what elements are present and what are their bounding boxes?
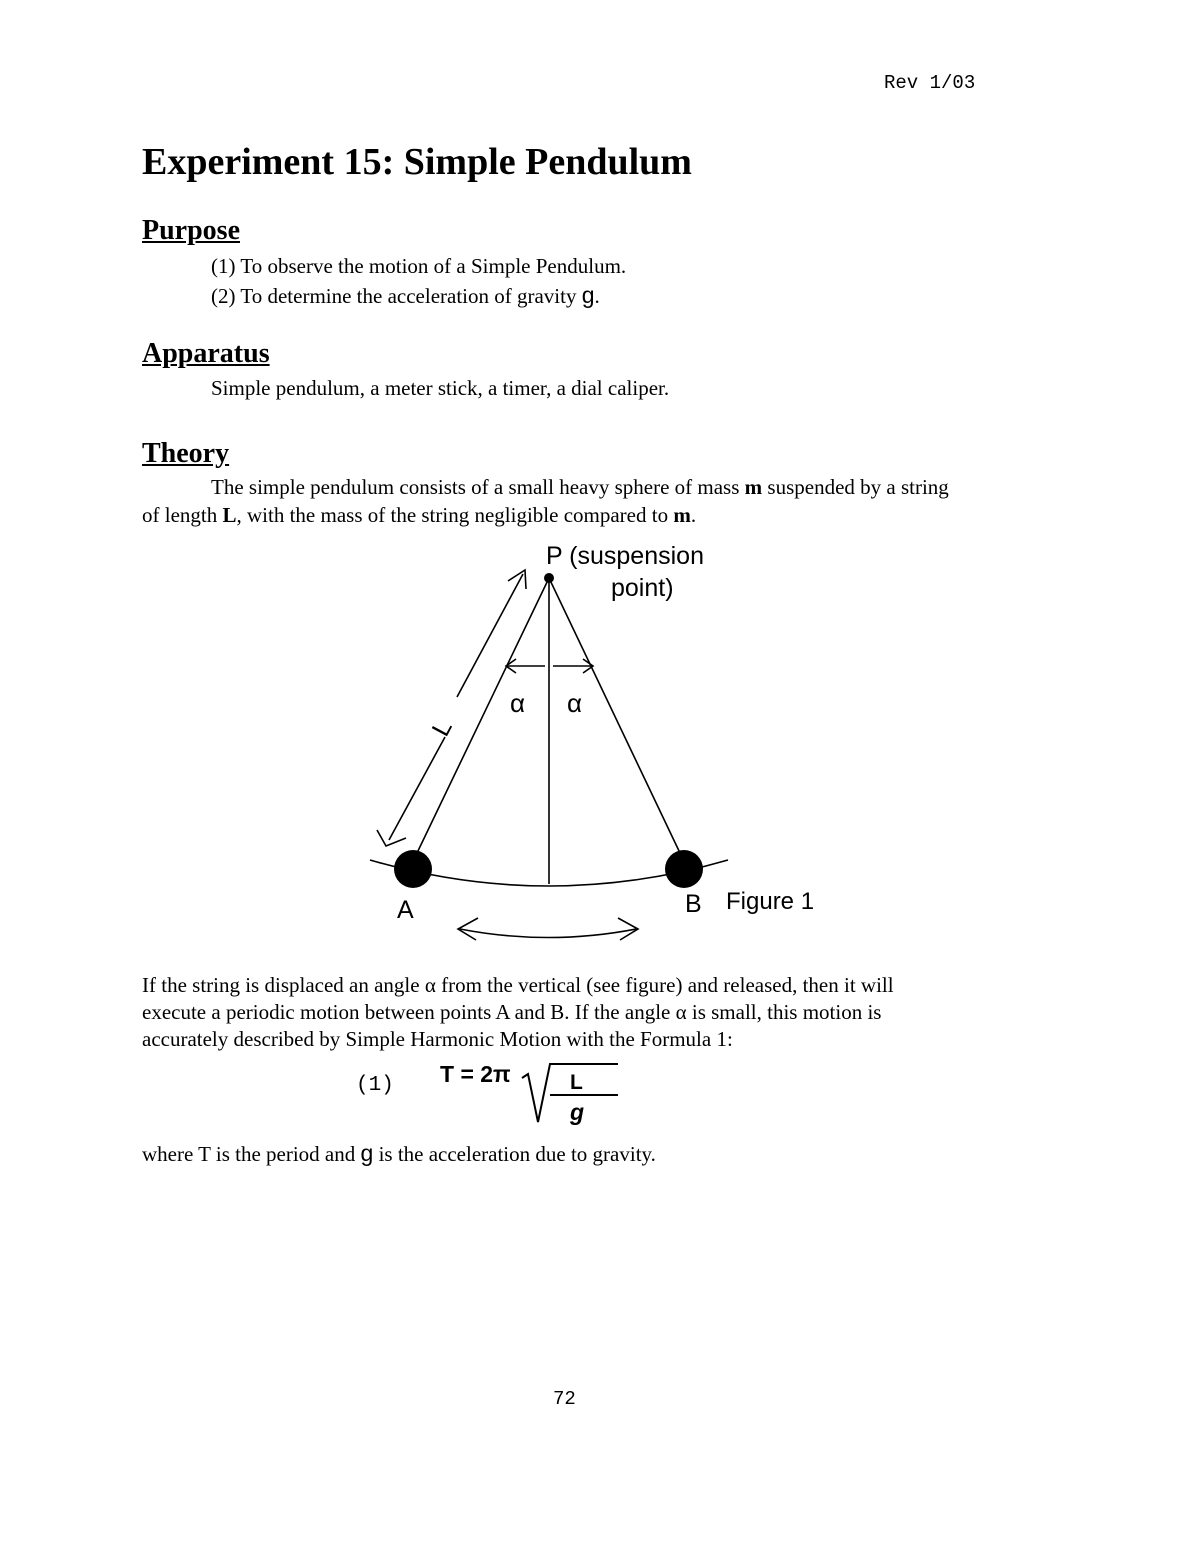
equation-numerator: L xyxy=(570,1071,583,1094)
figure-caption: Figure 1 xyxy=(726,888,815,915)
equation-number: (1) xyxy=(356,1074,394,1097)
paragraph-text: If the string is displaced an angle xyxy=(142,973,425,997)
period-equation xyxy=(430,1056,630,1130)
purpose-item-1: (1) To observe the motion of a Simple Pendulum. xyxy=(211,254,627,278)
length-arrow-lower xyxy=(389,737,445,840)
length-symbol: L xyxy=(222,503,237,527)
theory-text: . xyxy=(690,503,697,527)
purpose-item-2-end: . xyxy=(594,284,600,308)
alpha-symbol: α xyxy=(424,973,436,997)
suspension-label-2: point) xyxy=(611,574,674,602)
mass-symbol: m xyxy=(673,503,691,527)
revision-label: Rev 1/03 xyxy=(884,72,976,94)
alpha-right-label: α xyxy=(567,688,583,718)
paragraph-text: execute a periodic motion between points A and B. If the angle xyxy=(142,1000,676,1024)
paragraph-line-2 xyxy=(142,998,881,1026)
purpose-heading: Purpose xyxy=(142,215,240,246)
page-number: 72 xyxy=(553,1388,576,1410)
gravity-symbol: g xyxy=(360,1140,374,1166)
alpha-symbol: α xyxy=(675,1000,687,1024)
alpha-left-label: α xyxy=(510,688,526,718)
theory-text: suspended by a string xyxy=(762,475,949,499)
equation-denominator: g xyxy=(570,1099,585,1125)
paragraph-text: from the vertical (see figure) and released, then it will xyxy=(435,973,894,997)
paragraph-text: is small, this motion is xyxy=(686,1000,882,1024)
length-arrow-upper xyxy=(457,574,523,697)
paragraph-line-1 xyxy=(142,971,894,999)
point-a-label: A xyxy=(397,896,414,924)
gravity-symbol: g xyxy=(581,282,595,308)
theory-text: of length xyxy=(142,503,223,527)
apparatus-text: Simple pendulum, a meter stick, a timer, a dial caliper. xyxy=(211,376,670,400)
length-label: L xyxy=(426,715,458,741)
bob-a xyxy=(394,850,432,888)
closing-line xyxy=(142,1139,656,1168)
page-title: Experiment 15: Simple Pendulum xyxy=(142,141,692,183)
paragraph-line-3: accurately described by Simple Harmonic Motion with the Formula 1: xyxy=(142,1027,733,1051)
apparatus-heading: Apparatus xyxy=(142,338,270,369)
mass-symbol: m xyxy=(744,475,763,499)
purpose-item-2-text: (2) To determine the acceleration of gravity xyxy=(211,284,582,308)
theory-text: The simple pendulum consists of a small heavy sphere of mass xyxy=(211,475,745,499)
theory-text: , with the mass of the string negligible compared to xyxy=(236,503,674,527)
theory-heading: Theory xyxy=(142,438,230,469)
length-arrowhead-bottom xyxy=(377,830,406,846)
point-b-label: B xyxy=(685,890,702,918)
motion-arrow xyxy=(460,929,636,938)
closing-text: is the acceleration due to gravity. xyxy=(373,1142,656,1166)
equation-lhs: T = 2π xyxy=(440,1061,511,1087)
suspension-point xyxy=(544,573,554,583)
bob-b xyxy=(665,850,703,888)
suspension-label: P (suspension xyxy=(546,542,704,570)
closing-text: where T is the period and xyxy=(142,1142,361,1166)
string-left xyxy=(417,578,549,853)
